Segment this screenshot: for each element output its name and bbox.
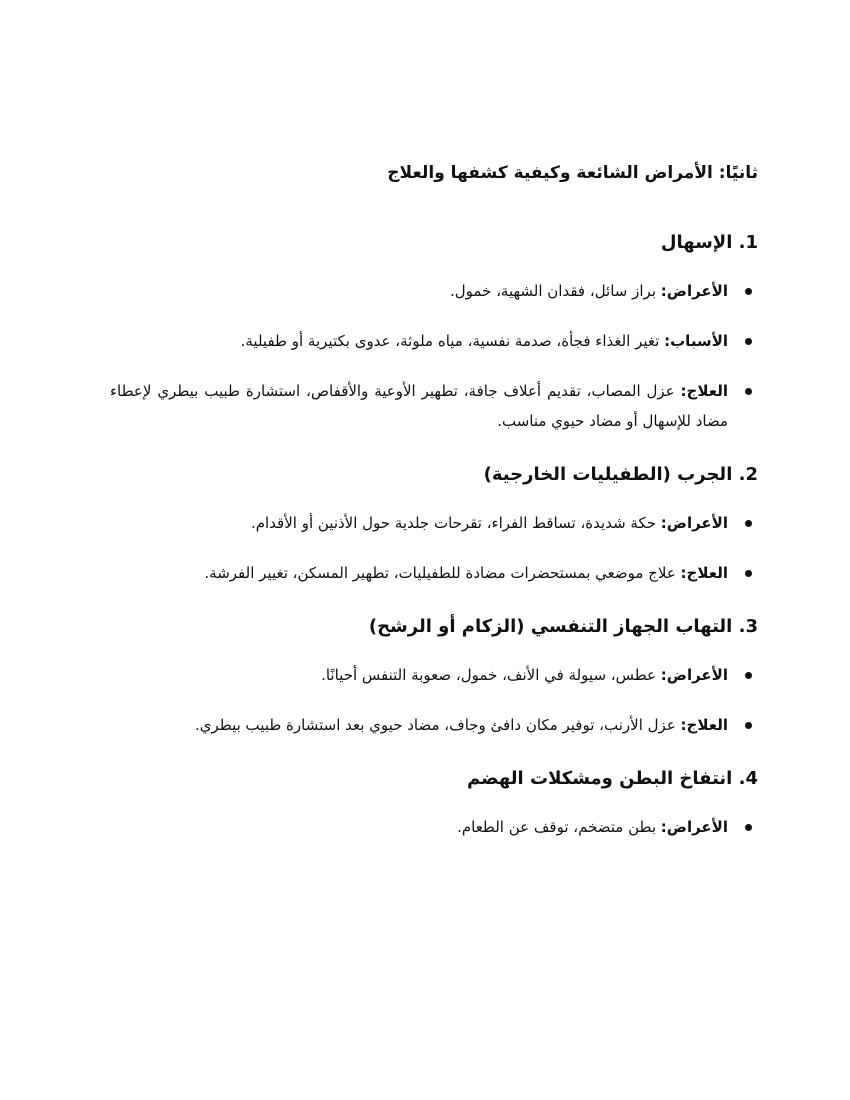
section-mange — [110, 460, 758, 588]
item-text: علاج موضعي بمستحضرات مضادة للطفيليات، تطهير المسكن، تغيير الفرشة. — [204, 564, 681, 582]
section-heading: 4. انتفاخ البطن ومشكلات الهضم — [467, 768, 758, 789]
item-text: بطن متضخم، توقف عن الطعام. — [457, 818, 661, 836]
section-heading: 1. الإسهال — [660, 232, 758, 253]
item-label: العلاج: — [680, 382, 728, 400]
item-text: عطس، سيولة في الأنف، خمول، صعوبة التنفس أحيانًا. — [321, 666, 661, 684]
item-text: حكة شديدة، تساقط الفراء، تقرحات جلدية حول الأذنين أو الأقدام. — [250, 514, 661, 532]
section-heading: 3. التهاب الجهاز التنفسي (الزكام أو الرشح) — [368, 616, 758, 637]
list-item — [110, 276, 758, 306]
main-title: ثانيًا: الأمراض الشائعة وكيفية كشفها والعلاج — [387, 163, 758, 183]
bullet-list — [110, 508, 758, 588]
item-label: العلاج: — [680, 716, 728, 734]
list-item — [110, 508, 758, 538]
list-item — [110, 558, 758, 588]
section-diarrhea — [110, 228, 758, 436]
list-item — [110, 812, 758, 842]
bullet-list — [110, 812, 758, 842]
list-item — [110, 660, 758, 690]
section-respiratory — [110, 612, 758, 740]
item-text: عزل المصاب، تقديم أعلاف جافة، تطهير الأوعية والأقفاص، استشارة طبيب بيطري لإعطاء مضاد للإسهال أو مضاد حيوي مناسب. — [110, 382, 728, 430]
item-text: براز سائل، فقدان الشهية، خمول. — [449, 282, 661, 300]
item-text: عزل الأرنب، توفير مكان دافئ وجاف، مضاد حيوي بعد استشارة طبيب بيطري. — [195, 716, 681, 734]
section-bloating — [110, 764, 758, 842]
item-label: الأعراض: — [660, 666, 728, 684]
item-label: العلاج: — [680, 564, 728, 582]
item-label: الأعراض: — [660, 282, 728, 300]
document-content — [110, 158, 758, 866]
item-label: الأسباب: — [664, 332, 728, 350]
list-item — [110, 326, 758, 356]
item-text: تغير الغذاء فجأة، صدمة نفسية، مياه ملوثة، عدوى بكتيرية أو طفيلية. — [240, 332, 665, 350]
item-label: الأعراض: — [660, 514, 728, 532]
bullet-list — [110, 276, 758, 436]
bullet-list — [110, 660, 758, 740]
item-label: الأعراض: — [660, 818, 728, 836]
list-item — [110, 376, 758, 436]
list-item — [110, 710, 758, 740]
section-heading: 2. الجرب (الطفيليات الخارجية) — [483, 464, 758, 485]
